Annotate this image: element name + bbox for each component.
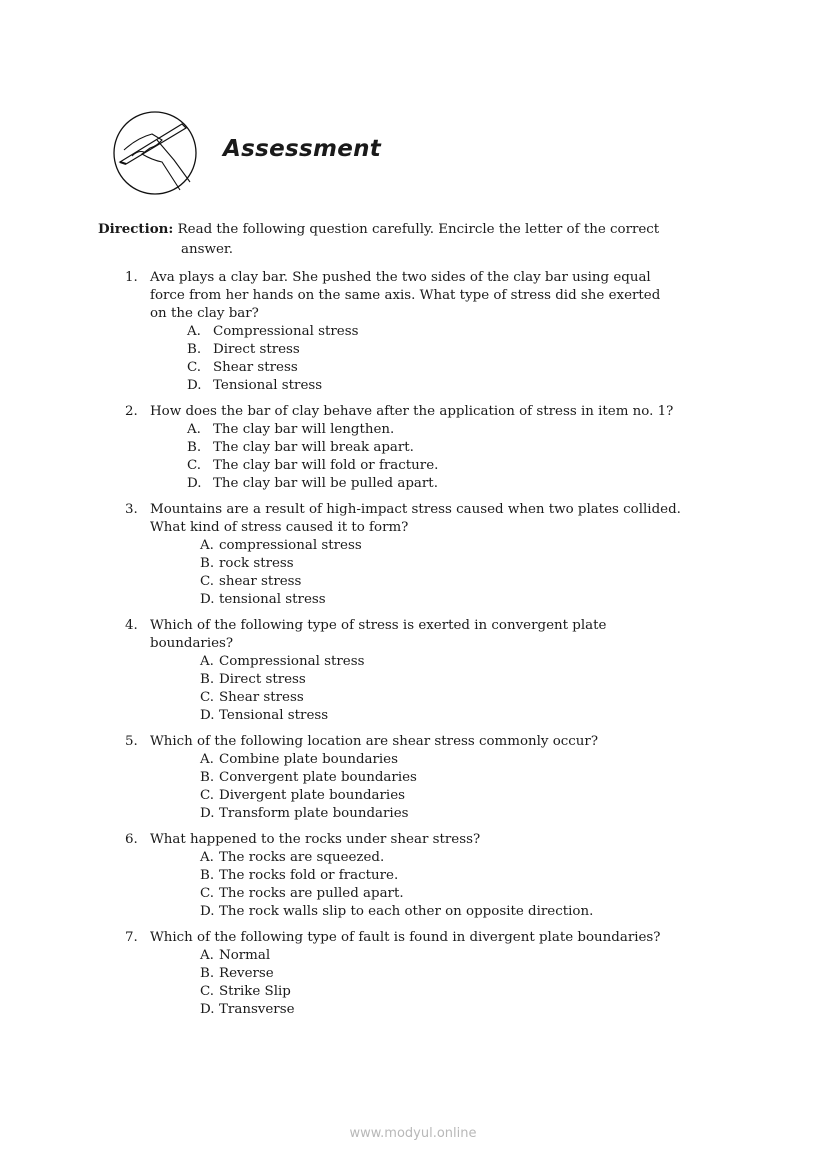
answer-option[interactable] bbox=[187, 341, 745, 359]
question-2 bbox=[125, 403, 745, 493]
option-text: Transform plate boundaries bbox=[219, 806, 409, 821]
option-letter: D. bbox=[200, 904, 215, 919]
option-text: Divergent plate boundaries bbox=[219, 788, 405, 803]
question-number: 1. bbox=[125, 270, 138, 285]
option-text: Strike Slip bbox=[219, 984, 291, 999]
option-letter: B. bbox=[200, 770, 215, 785]
answer-option[interactable] bbox=[200, 751, 745, 769]
direction bbox=[98, 219, 738, 260]
question-stem: force from her hands on the same axis. What type of stress did she exerted bbox=[150, 288, 661, 303]
answer-option[interactable] bbox=[200, 653, 745, 671]
answer-option[interactable] bbox=[200, 1001, 745, 1019]
option-text: Reverse bbox=[219, 966, 274, 981]
question-number: 3. bbox=[125, 502, 138, 517]
option-letter: D. bbox=[200, 592, 215, 607]
answer-option[interactable] bbox=[200, 769, 745, 787]
question-number: 5. bbox=[125, 734, 138, 749]
answer-option[interactable] bbox=[200, 707, 745, 725]
option-text: Transverse bbox=[219, 1002, 295, 1017]
answer-option[interactable] bbox=[200, 965, 745, 983]
question-number: 6. bbox=[125, 832, 138, 847]
option-letter: B. bbox=[200, 966, 215, 981]
question-stem: What kind of stress caused it to form? bbox=[150, 520, 409, 535]
option-text: Compressional stress bbox=[219, 654, 365, 669]
option-text: Convergent plate boundaries bbox=[219, 770, 417, 785]
option-text: compressional stress bbox=[219, 538, 362, 553]
answer-option[interactable] bbox=[200, 849, 745, 867]
option-text: shear stress bbox=[219, 574, 302, 589]
direction-label: Direction: bbox=[98, 221, 174, 237]
question-stem: Which of the following location are shear stress commonly occur? bbox=[150, 734, 599, 749]
option-letter: B. bbox=[200, 556, 215, 571]
option-letter: A. bbox=[200, 654, 214, 669]
answer-option[interactable] bbox=[200, 903, 745, 921]
option-text: Direct stress bbox=[213, 342, 300, 357]
option-letter: D. bbox=[187, 378, 202, 393]
direction-text: Read the following question carefully. Encircle the letter of the correct bbox=[177, 222, 660, 237]
answer-option[interactable] bbox=[187, 439, 745, 457]
answer-option[interactable] bbox=[187, 457, 745, 475]
question-stem: How does the bar of clay behave after the application of stress in item no. 1? bbox=[150, 404, 674, 419]
option-letter: C. bbox=[200, 788, 215, 803]
question-3 bbox=[125, 501, 745, 609]
answer-option[interactable] bbox=[200, 805, 745, 823]
option-letter: D. bbox=[200, 806, 215, 821]
option-text: The clay bar will be pulled apart. bbox=[213, 476, 438, 491]
option-text: rock stress bbox=[219, 556, 294, 571]
direction-text-cont: answer. bbox=[181, 242, 234, 257]
question-7 bbox=[125, 929, 745, 1019]
answer-option[interactable] bbox=[187, 421, 745, 439]
question-number: 4. bbox=[125, 618, 138, 633]
hand-writing-pencil-icon bbox=[112, 110, 198, 196]
answer-option[interactable] bbox=[200, 591, 745, 609]
option-letter: A. bbox=[200, 948, 214, 963]
question-number: 7. bbox=[125, 930, 138, 945]
answer-option[interactable] bbox=[187, 323, 745, 341]
option-text: The rocks are pulled apart. bbox=[219, 886, 404, 901]
question-1 bbox=[125, 269, 745, 395]
option-letter: B. bbox=[187, 342, 202, 357]
option-letter: C. bbox=[200, 690, 215, 705]
answer-option[interactable] bbox=[200, 671, 745, 689]
answer-option[interactable] bbox=[187, 377, 745, 395]
answer-option[interactable] bbox=[200, 537, 745, 555]
option-text: Direct stress bbox=[219, 672, 306, 687]
answer-option[interactable] bbox=[200, 573, 745, 591]
answer-option[interactable] bbox=[200, 787, 745, 805]
question-number: 2. bbox=[125, 404, 138, 419]
page-title: Assessment bbox=[223, 136, 382, 162]
option-letter: A. bbox=[200, 538, 214, 553]
question-5 bbox=[125, 733, 745, 823]
option-letter: B. bbox=[187, 440, 202, 455]
option-letter: D. bbox=[187, 476, 202, 491]
option-letter: C. bbox=[200, 984, 215, 999]
option-letter: B. bbox=[200, 868, 215, 883]
option-letter: D. bbox=[200, 1002, 215, 1017]
question-stem: Ava plays a clay bar. She pushed the two sides of the clay bar using equal bbox=[150, 270, 651, 285]
question-6 bbox=[125, 831, 745, 921]
question-stem: Mountains are a result of high-impact stress caused when two plates collided. bbox=[150, 502, 681, 517]
question-stem: on the clay bar? bbox=[150, 306, 259, 321]
option-text: tensional stress bbox=[219, 592, 326, 607]
option-text: Tensional stress bbox=[219, 708, 329, 723]
question-stem: What happened to the rocks under shear stress? bbox=[150, 832, 481, 847]
question-stem: boundaries? bbox=[150, 636, 234, 651]
option-text: The rock walls slip to each other on opposite direction. bbox=[219, 904, 594, 919]
option-letter: A. bbox=[200, 850, 214, 865]
option-letter: C. bbox=[200, 574, 215, 589]
option-text: The rocks fold or fracture. bbox=[219, 868, 399, 883]
option-text: The clay bar will break apart. bbox=[213, 440, 414, 455]
answer-option[interactable] bbox=[200, 689, 745, 707]
option-text: The rocks are squeezed. bbox=[219, 850, 385, 865]
watermark: www.modyul.online bbox=[349, 1126, 477, 1141]
answer-option[interactable] bbox=[200, 947, 745, 965]
option-letter: A. bbox=[200, 752, 214, 767]
question-stem: Which of the following type of stress is exerted in convergent plate bbox=[150, 618, 607, 633]
option-text: Compressional stress bbox=[213, 324, 359, 339]
option-letter: C. bbox=[200, 886, 215, 901]
answer-option[interactable] bbox=[200, 867, 745, 885]
question-4 bbox=[125, 617, 745, 725]
option-text: Shear stress bbox=[213, 360, 298, 375]
option-text: The clay bar will fold or fracture. bbox=[213, 458, 439, 473]
option-letter: A. bbox=[187, 422, 201, 437]
answer-option[interactable] bbox=[187, 359, 745, 377]
answer-option[interactable] bbox=[187, 475, 745, 493]
option-text: The clay bar will lengthen. bbox=[213, 422, 395, 437]
option-text: Normal bbox=[219, 948, 271, 963]
option-letter: A. bbox=[187, 324, 201, 339]
answer-option[interactable] bbox=[200, 983, 745, 1001]
option-letter: D. bbox=[200, 708, 215, 723]
option-text: Shear stress bbox=[219, 690, 304, 705]
option-text: Combine plate boundaries bbox=[219, 752, 398, 767]
option-text: Tensional stress bbox=[213, 378, 323, 393]
answer-option[interactable] bbox=[200, 885, 745, 903]
question-stem: Which of the following type of fault is found in divergent plate boundaries? bbox=[150, 930, 661, 945]
option-letter: C. bbox=[187, 458, 202, 473]
answer-option[interactable] bbox=[200, 555, 745, 573]
option-letter: B. bbox=[200, 672, 215, 687]
option-letter: C. bbox=[187, 360, 202, 375]
